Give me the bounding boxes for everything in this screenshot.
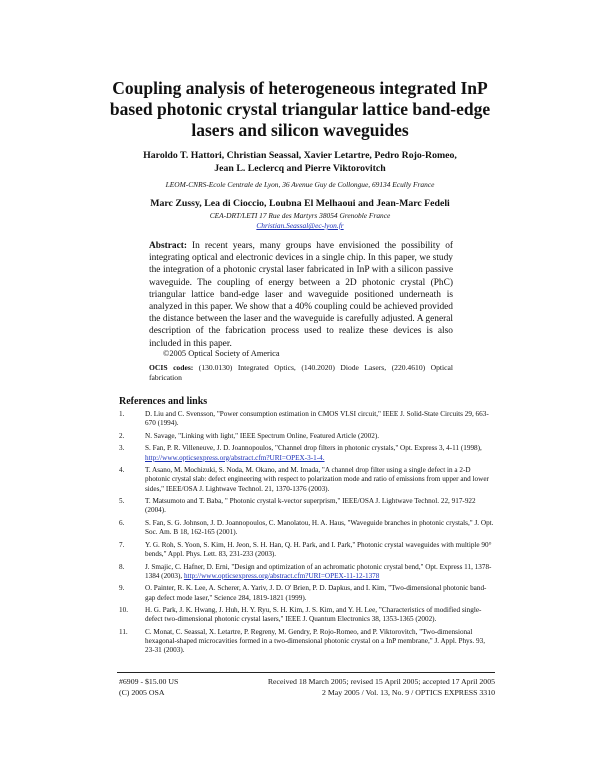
- author-list-1: Haroldo T. Hattori, Christian Seassal, Xavier Letartre, Pedro Rojo-Romeo, Jean L. Leclercq and Pierre Viktorovitch: [143, 150, 457, 174]
- footer-price: #6909 - $15.00 US: [119, 677, 179, 686]
- reference-text: [145, 497, 495, 515]
- reference-number: 11.: [119, 627, 128, 636]
- copyright-notice: ©2005 Optical Society of America: [163, 349, 280, 358]
- ocis-text: (130.0130) Integrated Optics, (140.2020) Diode Lasers, (220.4610) Optical fabrication: [149, 363, 453, 382]
- reference-body: D. Liu and C. Svensson, "Power consumption estimation in CMOS VLSI circuit," IEEE J. Solid-State Circuits 29, 663-670 (1994).: [145, 410, 489, 428]
- reference-item: [119, 410, 495, 428]
- reference-body: H. G. Park, J. K. Hwang, J. Huh, H. Y. Ryu, S. H. Kim, J. S. Kim, and Y. H. Lee, "Characteristics of modified single-defect two-dimensional photonic crystal lasers," IEEE J. Quantum Electronics 38, 1353-1365 (2002).: [145, 606, 482, 624]
- reference-item: [119, 519, 495, 537]
- references-heading: References and links: [119, 396, 208, 407]
- reference-body: S. Fan, P. R. Villeneuve, J. D. Joannopoulos, "Channel drop filters in photonic crystals," Opt. Express 3, 4-11 (1998),: [145, 444, 482, 453]
- reference-body: T. Matsumoto and T. Baba, " Photonic crystal k-vector superprism," IEEE/OSA J. Lightwave Technol. 22, 917-922 (2004).: [145, 497, 476, 515]
- reference-text: [145, 519, 495, 537]
- reference-number: 3.: [119, 444, 125, 453]
- reference-body: O. Painter, R. K. Lee, A. Scherer, A. Yariv, J. D. O' Brien, P. D. Dapkus, and I. Kim, "Two-dimensional photonic band-gap defect mode laser," Science 284, 1819-1821 (1999).: [145, 584, 487, 602]
- affiliation-2: CEA-DRT/LETI 17 Rue des Martyrs 38054 Grenoble France: [209, 211, 391, 220]
- reference-item: [119, 432, 495, 441]
- reference-number: 5.: [119, 497, 125, 506]
- footer-citation: 2 May 2005 / Vol. 13, No. 9 / OPTICS EXPRESS 3310: [321, 688, 495, 697]
- affiliation-1: LEOM-CNRS-Ecole Centrale de Lyon, 36 Avenue Guy de Collongue, 69134 Ecully France: [165, 180, 435, 189]
- reference-item: [119, 444, 495, 462]
- abstract-text: In recent years, many groups have envisioned the possibility of integrating optical and electronic devices in a single chip. In this paper, we study the integration of a photonic crystal laser fabricated in InP with a silicon passive waveguide. The coupling of energy between a 2D photonic crystal (PhC) triangular lattice band-edge laser and waveguide positioned underneath is analyzed in this paper. We show that a 40% coupling could be achieved provided the distance between the laser and the waveguide is carefully adjusted. A general description of the fabrication process used to realize these devices is also included in this paper.: [149, 241, 453, 349]
- reference-number: 7.: [119, 540, 125, 549]
- reference-body: Y. G. Roh, S. Yoon, S. Kim, H. Jeon, S. H. Han, Q. H. Park, and I. Park," Photonic crystal waveguides with multiple 90° bends," Appl. Phys. Lett. 83, 231-233 (2003).: [145, 540, 492, 558]
- ocis-codes: [149, 363, 453, 382]
- reference-number: 6.: [119, 518, 125, 527]
- reference-text: [145, 563, 495, 581]
- abstract: [149, 240, 453, 350]
- reference-item: [119, 563, 495, 581]
- reference-body: S. Fan, S. G. Johnson, J. D. Joannopoulos, C. Manolatou, H. A. Haus, "Waveguide branches in photonic crystals," J. Opt. Soc. Am. B 18, 162-165 (2001).: [145, 518, 494, 537]
- reference-text: [145, 432, 495, 441]
- reference-text: [145, 584, 495, 602]
- footer-copyright: (C) 2005 OSA: [119, 688, 165, 697]
- reference-body: T. Asano, M. Mochizuki, S. Noda, M. Okano, and M. Imada, "A channel drop filter using a single defect in a 2-D photonic crystal slab: defect engineering with respect to polarization mode and ratio of emissions from upper and lower sides," IEEE/OSA J. Lightwave Technol. 21, 1370-1376 (2003).: [145, 466, 489, 493]
- reference-link[interactable]: http://www.opticsexpress.org/abstract.cfm?URI=OPEX-3-1-4.: [145, 453, 325, 462]
- reference-body: J. Smajic, C. Hafner, D. Erni, "Design and optimization of an achromatic photonic crystal bend," Opt. Express 11, 1378-1384 (2003),: [145, 562, 492, 580]
- reference-text: [145, 466, 495, 494]
- reference-item: [119, 466, 495, 494]
- footer-divider: [117, 672, 495, 673]
- contact-email-link[interactable]: Christian.Seassal@ec-lyon.fr: [256, 221, 344, 230]
- reference-item: [119, 628, 495, 656]
- reference-text: [145, 541, 495, 559]
- reference-number: 2.: [119, 431, 125, 440]
- reference-body: C. Monat, C. Seassal, X. Letartre, P. Regreny, M. Gendry, P. Rojo-Romeo, and P. Viktorovitch, "Two-dimensional hexagonal-shaped microcavities formed in a two-dimensional photonic crystal on a InP membrane," J. Appl. Phys. 93, 23-31 (2003).: [145, 627, 486, 655]
- reference-number: 8.: [119, 562, 125, 571]
- reference-text: [145, 606, 495, 624]
- reference-body: N. Savage, "Linking with light," IEEE Spectrum Online, Featured Article (2002).: [145, 431, 380, 440]
- author-list-2: Marc Zussy, Lea di Cioccio, Loubna El Melhaoui and Jean-Marc Fedeli: [150, 198, 450, 209]
- reference-item: [119, 541, 495, 559]
- reference-item: [119, 584, 495, 602]
- reference-number: 9.: [119, 584, 125, 593]
- reference-list: [119, 410, 495, 659]
- reference-number: 4.: [119, 466, 125, 475]
- reference-number: 1.: [119, 410, 125, 418]
- reference-text: [145, 410, 495, 428]
- footer-dates: Received 18 March 2005; revised 15 April 2005; accepted 17 April 2005: [267, 677, 495, 686]
- reference-item: [119, 606, 495, 624]
- reference-number: 10.: [119, 606, 128, 615]
- abstract-label: Abstract:: [149, 241, 188, 251]
- reference-item: [119, 497, 495, 515]
- ocis-label: OCIS codes:: [149, 363, 194, 372]
- reference-text: [145, 628, 495, 656]
- paper-title: Coupling analysis of heterogeneous integrated InP based photonic crystal triangular lattice band-edge lasers and silicon waveguides: [109, 78, 491, 140]
- reference-text: [145, 444, 495, 462]
- reference-link[interactable]: http://www.opticsexpress.org/abstract.cfm?URI=OPEX-11-12-1378: [183, 571, 380, 580]
